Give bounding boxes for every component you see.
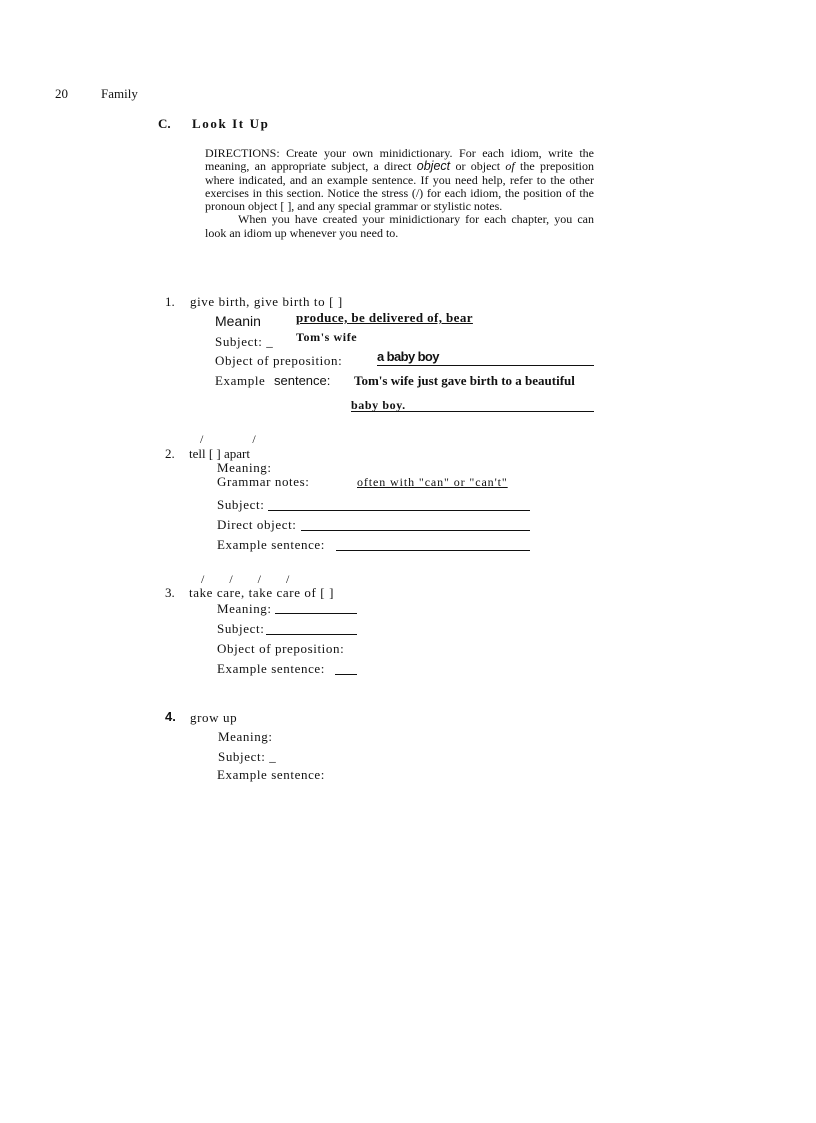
item-number: 2. [165,446,175,461]
answer-line [377,365,594,366]
object-label: Object of preposition: [215,353,343,368]
stress-marks: / / [200,432,256,446]
grammar-value: often with "can" or "can't" [357,475,508,489]
answer-line [266,634,357,635]
meaning-label: Meaning: [217,460,272,475]
item-number: 4. [165,709,176,724]
directions-block [205,147,594,240]
directions-paragraph-2: When you have created your minidictionary for each chapter, you can look an idiom up whenever you need to. [205,212,594,240]
grammar-label: Grammar notes: [217,474,310,489]
meaning-label: Meanin [215,313,261,329]
object-label: Direct object: [217,517,297,532]
example-label-word: sentence: [274,373,331,388]
answer-line [268,510,530,511]
example-label: Example sentence: [217,661,326,676]
example-value-line-1: Tom's wife just gave birth to a beautiful [354,373,575,388]
object-label: Object of preposition: [217,641,345,656]
subject-label: Subject: [217,621,265,636]
item-number: 1. [165,294,175,309]
example-label: Example sentence: [217,537,326,552]
item-number: 3. [165,585,175,600]
answer-line [351,411,594,412]
example-label: Example [215,373,266,388]
of-word: of [505,159,515,174]
subject-label: Subject: [217,497,265,512]
answer-line [336,550,530,551]
meaning-value: produce, be delivered of, bear [296,310,473,325]
object-value: a baby boy [377,349,439,364]
section-title: Look It Up [192,116,270,131]
example-value-line-2: baby boy. [351,398,406,412]
idiom-text: take care, take care of [ ] [189,585,335,600]
subject-label: Subject: _ [215,334,274,349]
subject-label: Subject: _ [218,749,277,764]
running-header: Family [101,86,138,101]
answer-line [335,674,357,675]
section-letter: C. [158,116,171,131]
idiom-text: tell [ ] apart [189,446,250,461]
answer-line [275,613,357,614]
object-word: object [416,159,451,174]
page-number: 20 [55,86,68,101]
meaning-label: Meaning: [218,729,273,744]
subject-value: Tom's wife [296,330,358,344]
directions-paragraph-1: DIRECTIONS: Create your own minidictionary. For each idiom, write the meaning, an appropriate subject, a direct object or object of the preposition where indicated, and an example sentence. If you need help, refer to the other exercises in this section. Notice the stress (/) for each idiom, the position of the pronoun object [ ], and any special grammar or stylistic notes. [205,146,595,214]
idiom-text: give birth, give birth to [ ] [190,294,343,309]
stress-marks: / / / / [201,572,290,586]
answer-line [301,530,530,531]
example-label: Example sentence: [217,767,326,782]
idiom-text: grow up [190,710,238,725]
meaning-label: Meaning: [217,601,272,616]
